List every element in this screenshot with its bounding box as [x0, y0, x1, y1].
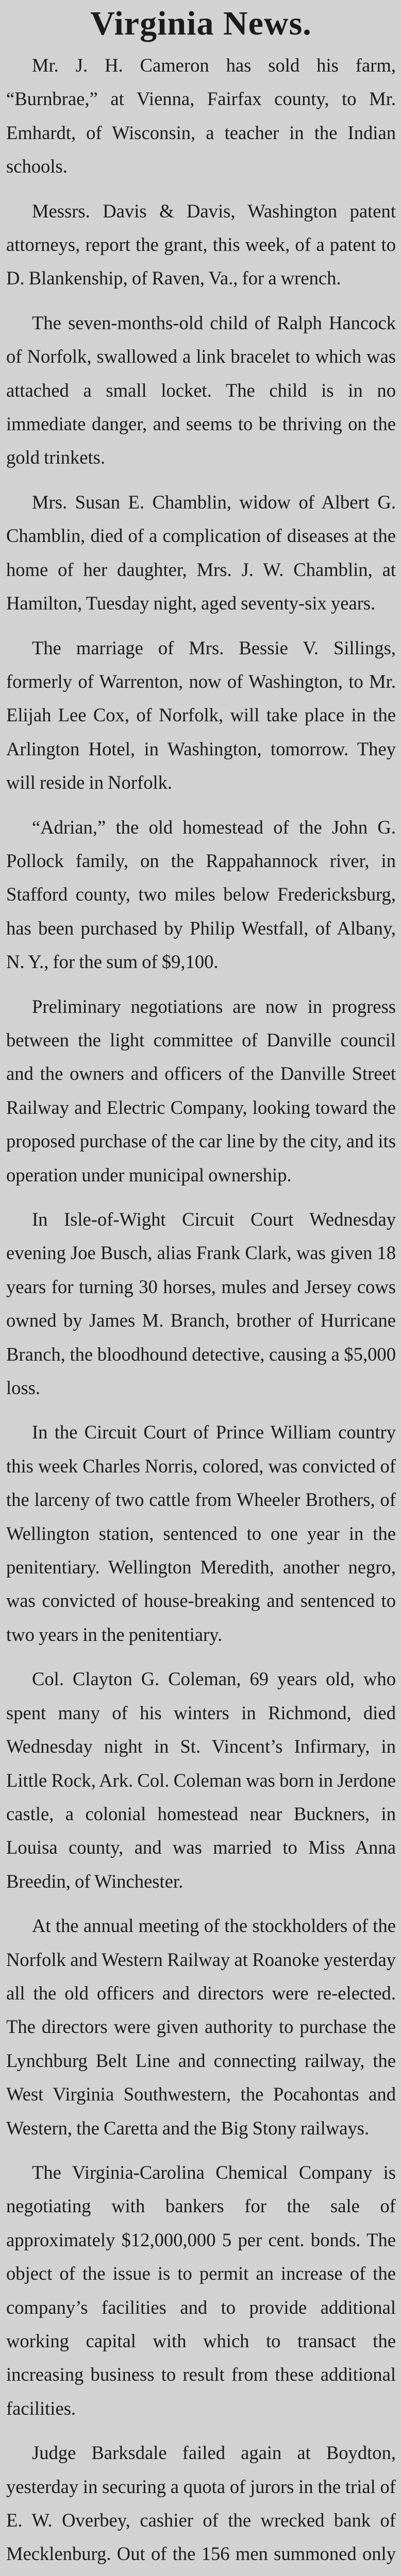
- news-item: Col. Clayton G. Coleman, 69 years old, who spent many of his winters in Richmond, died Wednesday night in St. Vincent’s Infirmary, in Little Rock, Ark. Col. Coleman was born in Jerdone castle, a colonial homestead near Buckners, in Louisa county, and was married to Miss Anna Breedin, of Winchester.: [6, 1668, 396, 1892]
- news-item: Mr. J. H. Cameron has sold his farm, “Burnbrae,” at Vienna, Fairfax county, to Mr. Emhardt, of Wisconsin, a teacher in the Indian schools.: [6, 55, 396, 177]
- news-item: The seven-months-old child of Ralph Hancock of Norfolk, swallowed a link bracelet to which was attached a small locket. The child is in no immediate danger, and seems to be thriving on the gold trinkets.: [6, 312, 396, 468]
- news-item: The marriage of Mrs. Bessie V. Sillings, formerly of Warrenton, now of Washington, to Mr. Elijah Lee Cox, of Norfolk, will take place in the Arlington Hotel, in Washington, tomorrow. They will reside in Norfolk.: [6, 637, 396, 793]
- headline: Virginia News.: [90, 5, 312, 42]
- news-item: Judge Barksdale failed again at Boydton, yesterday in securing a quota of jurors in the trial of E. W. Overbey, cashier of the wrecked bank of Mecklenburg. Out of the 156 men summoned only: [6, 2442, 396, 2565]
- news-item: Mrs. Susan E. Chamblin, widow of Albert G. Chamblin, died of a complication of diseases at the home of her daughter, Mrs. J. W. Chamblin, at Hamilton, Tuesday night, aged seventy-six years.: [6, 491, 396, 614]
- news-item: Preliminary negotiations are now in progress between the light committee of Danville council and the owners and officers of the Danville Street Railway and Electric Company, looking toward the proposed purchase of the car line by the city, and its operation under municipal ownership.: [6, 995, 396, 1185]
- news-item: The Virginia-Carolina Chemical Company is negotiating with bankers for the sale of approximately $12,000,000 5 per cent. bonds. The object of the issue is to permit an increase of the company’s facilities and to provide additional working capital with which to transact the increasing business to result from these additional facilities.: [6, 2161, 396, 2419]
- article-column: [6, 48, 396, 2576]
- news-item: In the Circuit Court of Prince William country this week Charles Norris, colored, was convicted of the larceny of two cattle from Wheeler Brothers, of Wellington station, sentenced to one year in the penitentiary. Wellington Meredith, another negro, was convicted of house-breaking and sentenced to two years in the penitentiary.: [6, 1421, 396, 1645]
- news-item: In Isle-of-Wight Circuit Court Wednesday evening Joe Busch, alias Frank Clark, was given 18 years for turning 30 horses, mules and Jersey cows owned by James M. Branch, brother of Hurricane Branch, the bloodhound detective, causing a $5,000 loss.: [6, 1209, 396, 1399]
- news-item: Messrs. Davis & Davis, Washington patent attorneys, report the grant, this week, of a patent to D. Blankenship, of Raven, Va., for a wrench.: [6, 200, 396, 289]
- news-item: “Adrian,” the old homestead of the John G. Pollock family, on the Rappahannock river, in Stafford county, two miles below Fredericksburg, has been purchased by Philip Westfall, of Albany, N. Y., for the sum of $9,100.: [6, 816, 396, 973]
- news-item: At the annual meeting of the stockholders of the Norfolk and Western Railway at Roanoke yesterday all the old officers and directors were re-elected. The directors were given authority to purchase the Lynchburg Belt Line and connecting railway, the West Virginia Southwestern, the Pocahontas and Western, the Caretta and the Big Stony railways.: [6, 1915, 396, 2139]
